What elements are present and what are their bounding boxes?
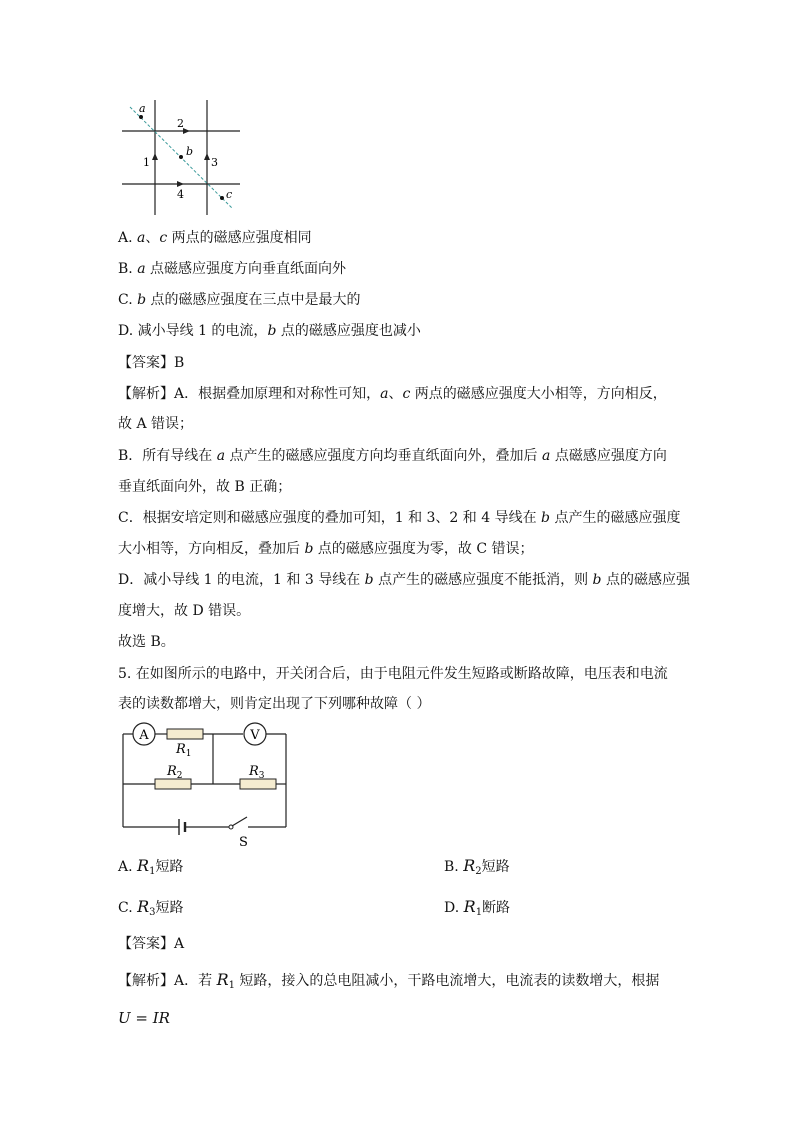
wire-4-arrow-icon bbox=[177, 181, 184, 187]
r2-label: $R_2$ bbox=[167, 764, 183, 781]
point-b-label: b bbox=[186, 145, 194, 158]
q5-stem-line-1: 5. 在如图所示的电路中，开关闭合后，由于电阻元件发生短路或断路故障，电压表和电流 bbox=[118, 666, 668, 682]
point-a-label: a bbox=[139, 102, 146, 115]
wire-3-arrow-icon bbox=[204, 153, 210, 160]
resistor-r2 bbox=[155, 779, 191, 789]
q5-option-b: B. $R_2$短路 bbox=[444, 856, 510, 877]
q4-option-a: A. a、c 两点的磁感应强度相同 bbox=[118, 230, 312, 246]
q4-option-d: D. 减小导线 1 的电流，b 点的磁感应强度也减小 bbox=[118, 323, 421, 339]
q5-stem-line-2: 表的读数都增大，则肯定出现了下列哪种故障（ ） bbox=[118, 696, 431, 712]
wire-2-arrow-icon bbox=[183, 128, 190, 134]
wire-4-label: 4 bbox=[177, 188, 184, 201]
wire-grid-figure bbox=[118, 96, 248, 220]
q5-option-a: A. $R_1$短路 bbox=[118, 856, 184, 877]
q4-answer: 【答案】B bbox=[118, 355, 185, 371]
q4-option-c: C. b 点的磁感应强度在三点中是最大的 bbox=[118, 292, 361, 308]
resistor-r1 bbox=[167, 729, 203, 739]
q4-analysis-line-3: B．所有导线在 a 点产生的磁感应强度方向均垂直纸面向外，叠加后 a 点磁感应强度方向 bbox=[118, 448, 667, 464]
wire-3-label: 3 bbox=[211, 156, 218, 169]
q5-option-d: D. $R_1$断路 bbox=[444, 897, 511, 918]
q5-analysis-line-1: 【解析】A．若 $R_1$ 短路，接入的总电阻减小，干路电流增大，电流表的读数增大，根据 bbox=[118, 970, 660, 991]
wire-1-arrow-icon bbox=[152, 153, 158, 160]
q4-analysis-line-7: D．减小导线 1 的电流，1 和 3 导线在 b 点产生的磁感应强度不能抵消，则 b 点的磁感应强 bbox=[118, 572, 690, 588]
r3-label: $R_3$ bbox=[249, 764, 265, 781]
q5-answer: 【答案】A bbox=[118, 936, 185, 952]
q4-option-b: B. a 点磁感应强度方向垂直纸面向外 bbox=[118, 261, 347, 277]
q4-analysis-line-5: C．根据安培定则和磁感应强度的叠加可知，1 和 3、2 和 4 导线在 b 点产生的磁感应强度 bbox=[118, 510, 681, 526]
wire-2-label: 2 bbox=[177, 117, 184, 130]
r1-label: $R_1$ bbox=[176, 742, 192, 759]
switch-blade bbox=[232, 817, 247, 826]
q5-option-c: C. $R_3$短路 bbox=[118, 897, 184, 918]
point-c-label: c bbox=[226, 188, 233, 201]
q4-analysis-line-6: 大小相等，方向相反，叠加后 b 点的磁感应强度为零，故 C 错误； bbox=[118, 541, 534, 557]
q4-analysis-line-2: 故 A 错误； bbox=[118, 416, 194, 432]
circuit-figure bbox=[118, 716, 298, 850]
q4-analysis-line-1: 【解析】A．根据叠加原理和对称性可知，a、c 两点的磁感应强度大小相等，方向相反， bbox=[118, 386, 667, 402]
switch-label: S bbox=[239, 835, 248, 850]
q4-analysis-line-8: 度增大，故 D 错误。 bbox=[118, 603, 251, 619]
voltmeter-label: V bbox=[250, 728, 260, 743]
q4-analysis-line-9: 故选 B。 bbox=[118, 634, 175, 650]
q4-analysis-line-4: 垂直纸面向外，故 B 正确； bbox=[118, 479, 292, 495]
point-b-dot bbox=[179, 155, 183, 159]
point-c-dot bbox=[220, 196, 224, 200]
wire-1-label: 1 bbox=[143, 156, 150, 169]
q5-formula: U = IR bbox=[118, 1009, 170, 1027]
ammeter-label: A bbox=[139, 728, 149, 743]
point-a-dot bbox=[139, 115, 143, 119]
